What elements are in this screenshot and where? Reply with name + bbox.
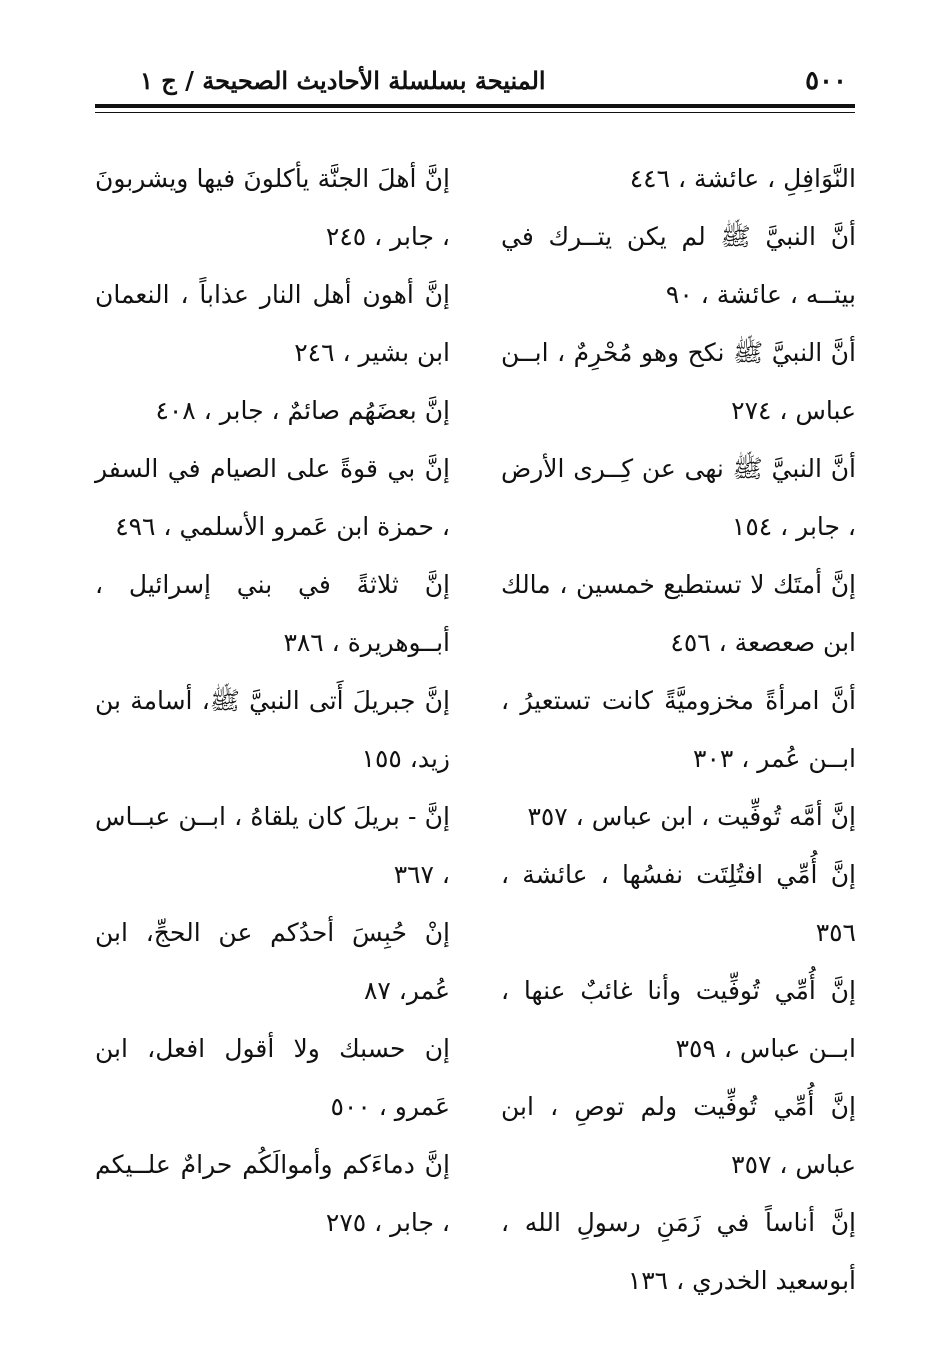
left-column — [95, 150, 450, 1252]
index-entry: إنَّ أناساً في زَمَنِ رسولِ الله ، أبوسعيد الخدري ، ١٣٦ — [501, 1208, 856, 1295]
index-entry: إنَّ أُمِّي تُوفِّيت وأنا غائبٌ عنها ، ابــن عباس ، ٣٥٩ — [501, 976, 856, 1063]
index-entry: أنَّ النبيَّ ﷺ نكح وهو مُحْرِمٌ ، ابــن عباس ، ٢٧٤ — [501, 338, 856, 425]
index-entry: إنَّ بي قوةً على الصيام في السفر ، حمزة ابن عَمرو الأسلمي ، ٤٩٦ — [95, 454, 450, 541]
running-title: المنيحة بسلسلة الأحاديث الصحيحة / ج ١ — [140, 66, 546, 95]
index-entry: إنَّ أمَّه تُوفِّيت ، ابن عباس ، ٣٥٧ — [527, 802, 856, 831]
index-entry: إنَّ ثلاثةً في بني إسرائيل ، أبــوهريرة ، ٣٨٦ — [95, 570, 450, 657]
header-rule-thin — [95, 112, 855, 113]
right-column — [501, 150, 856, 1310]
index-entry: إنَّ - بريلَ كان يلقاهُ ، ابــن عبــاس ، ٣٦٧ — [95, 802, 450, 889]
index-entry: أنَّ النبيَّ ﷺ لم يكن يتــرك في بيتــه ، عائشة ، ٩٠ — [501, 222, 856, 309]
index-entry: النَّوَافِلِ ، عائشة ، ٤٤٦ — [629, 164, 856, 193]
index-entry: إنَّ أُمِّي تُوفِّيت ولم توصِ ، ابن عباس ، ٣٥٧ — [501, 1092, 856, 1179]
index-entry: إنَّ جبريلَ أَتى النبيَّ ﷺ، أسامة بن زيد، ١٥٥ — [95, 686, 450, 773]
index-entry: إنَّ أهون أهل النار عذاباً ، النعمان ابن بشير ، ٢٤٦ — [95, 280, 450, 367]
index-entry: إن حسبك ولا أقول افعل، ابن عَمرو ، ٥٠٠ — [95, 1034, 450, 1121]
index-entry: أنَّ امرأةً مخزوميَّةً كانت تستعيرُ ، ابــن عُمر ، ٣٠٣ — [501, 686, 856, 773]
index-entry: إنَّ أمتَك لا تستطيع خمسين ، مالك ابن صعصعة ، ٤٥٦ — [501, 570, 856, 657]
index-entry: أنَّ النبيَّ ﷺ نهى عن كِــرى الأرض ، جابر ، ١٥٤ — [501, 454, 856, 541]
page-header — [95, 60, 855, 100]
index-entry: إنَّ بعضَهُم صائمٌ ، جابر ، ٤٠٨ — [155, 396, 450, 425]
index-entry: إنَّ أهلَ الجنَّة يأكلونَ فيها ويشربونَ ، جابر ، ٢٤٥ — [95, 164, 450, 251]
index-entry: إنَّ أُمِّي افتُلِتَت نفسُها ، عائشة ، ٣٥٦ — [501, 860, 856, 947]
page-number: ٥٠٠ — [805, 66, 847, 96]
index-entry: إنَّ دماءَكم وأموالَكُم حرامٌ علــيكم ، جابر ، ٢٧٥ — [95, 1150, 450, 1237]
header-rule-thick — [95, 104, 855, 108]
index-entry: إنْ حُبِسَ أحدُكم عن الحجِّ، ابن عُمر، ٨٧ — [95, 918, 450, 1005]
